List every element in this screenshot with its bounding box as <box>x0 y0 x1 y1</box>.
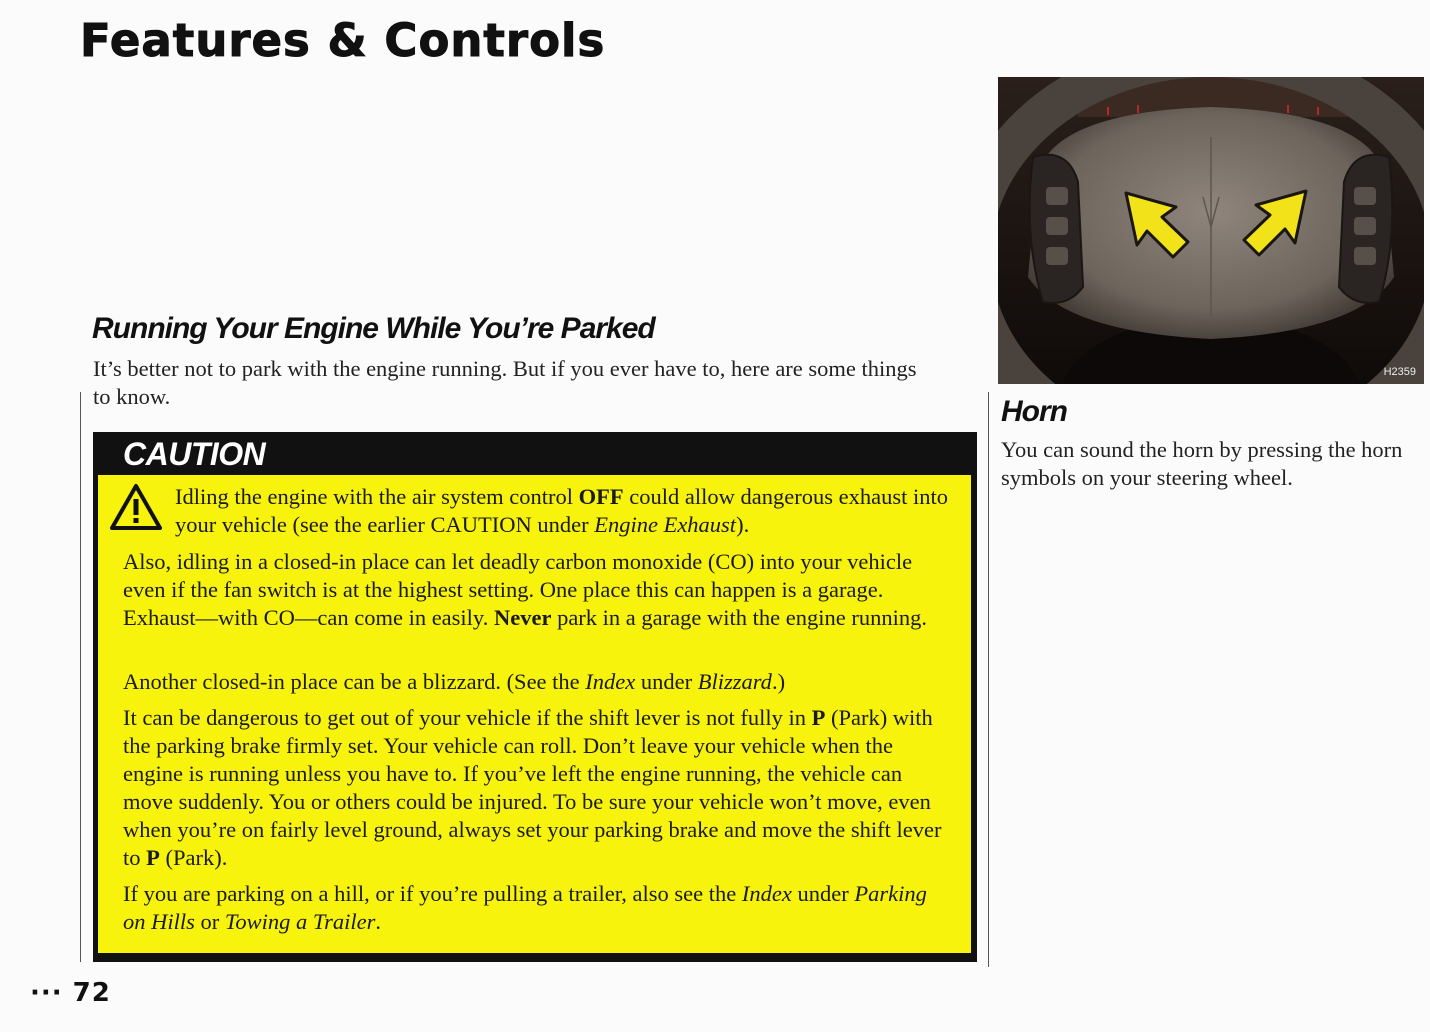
caution-p4-text-a: It can be dangerous to get out of your vehicle if the shift lever is not fully in <box>123 705 812 730</box>
caution-paragraph-4 <box>123 704 943 872</box>
caution-p1-text-a: Idling the engine with the air system control <box>175 484 579 509</box>
caution-p2-bold: Never <box>493 605 552 630</box>
horn-section-text: You can sound the horn by pressing the horn symbols on your steering wheel. <box>1001 437 1403 490</box>
right-column-rule <box>988 392 989 967</box>
caution-p1-text-b: could allow dangerous exhaust into your vehicle (see the earlier CAUTION under <box>175 484 948 537</box>
caution-p1-bold: OFF <box>578 484 624 509</box>
left-column-rule <box>80 392 81 962</box>
steering-wheel-illustration <box>998 77 1424 384</box>
caution-p2-text-b: park in a garage with the engine running. <box>551 605 927 630</box>
caution-p3-italic-1: Index <box>585 669 636 694</box>
caution-p4-text-c: (Park). <box>159 845 228 870</box>
photo-code: H2359 <box>1383 366 1416 378</box>
caution-p3-italic-2: Blizzard <box>697 669 772 694</box>
caution-paragraph-2 <box>123 548 943 632</box>
caution-p1-text-c: ). <box>736 512 750 537</box>
caution-p4-text-b: (Park) with the parking brake firmly set. Your vehicle can roll. Don’t leave your vehicle when the engine is running unless you have to. If you’ve left the engine running, the vehicle can move suddenly. You or others could be injured. To be sure your vehicle won’t move, even when you’re on fairly level ground, always set your parking brake and move the shift lever to <box>123 705 942 870</box>
horn-section-heading: Horn <box>1001 395 1067 428</box>
caution-p5-text-b: under <box>791 881 855 906</box>
caution-p3-text-a: Another closed-in place can be a blizzard. (See the <box>123 669 586 694</box>
caution-p3-text-b: under <box>635 669 698 694</box>
steering-wheel-photo <box>998 77 1424 384</box>
caution-body <box>98 475 971 953</box>
caution-p5-text-d: . <box>375 909 381 934</box>
caution-p1-italic: Engine Exhaust <box>594 512 737 537</box>
warning-triangle-icon <box>110 483 162 531</box>
caution-p5-text-c: or <box>194 909 225 934</box>
caution-p2-text-a: Also, idling in a closed-in place can let deadly carbon monoxide (CO) into your vehicle even if the fan switch is at the highest setting. One place this can happen is a garage. Exhaust—with CO—can come in easily. <box>123 549 913 630</box>
caution-p5-italic-3: Towing a Trailer <box>224 909 376 934</box>
caution-paragraph-1 <box>175 483 965 539</box>
caution-paragraph-5 <box>123 880 943 936</box>
caution-box <box>93 432 977 962</box>
caution-p5-italic-2: Parking on Hills <box>123 881 927 934</box>
running-section-intro: It’s better not to park with the engine running. But if you ever have to, here are some things to know. <box>93 356 917 409</box>
running-section-heading: Running Your Engine While You’re Parked <box>92 312 655 345</box>
page-title: Features & Controls <box>80 14 606 67</box>
caution-p5-text-a: If you are parking on a hill, or if you’re pulling a trailer, also see the <box>123 881 742 906</box>
caution-paragraph-3 <box>123 668 943 696</box>
caution-title: CAUTION <box>123 436 266 472</box>
caution-p4-bold-1: P <box>811 705 826 730</box>
page-number: ··· 72 <box>30 978 111 1008</box>
caution-p5-italic-1: Index <box>741 881 792 906</box>
caution-p4-bold-2: P <box>146 845 160 870</box>
caution-p3-text-c: .) <box>771 669 786 694</box>
